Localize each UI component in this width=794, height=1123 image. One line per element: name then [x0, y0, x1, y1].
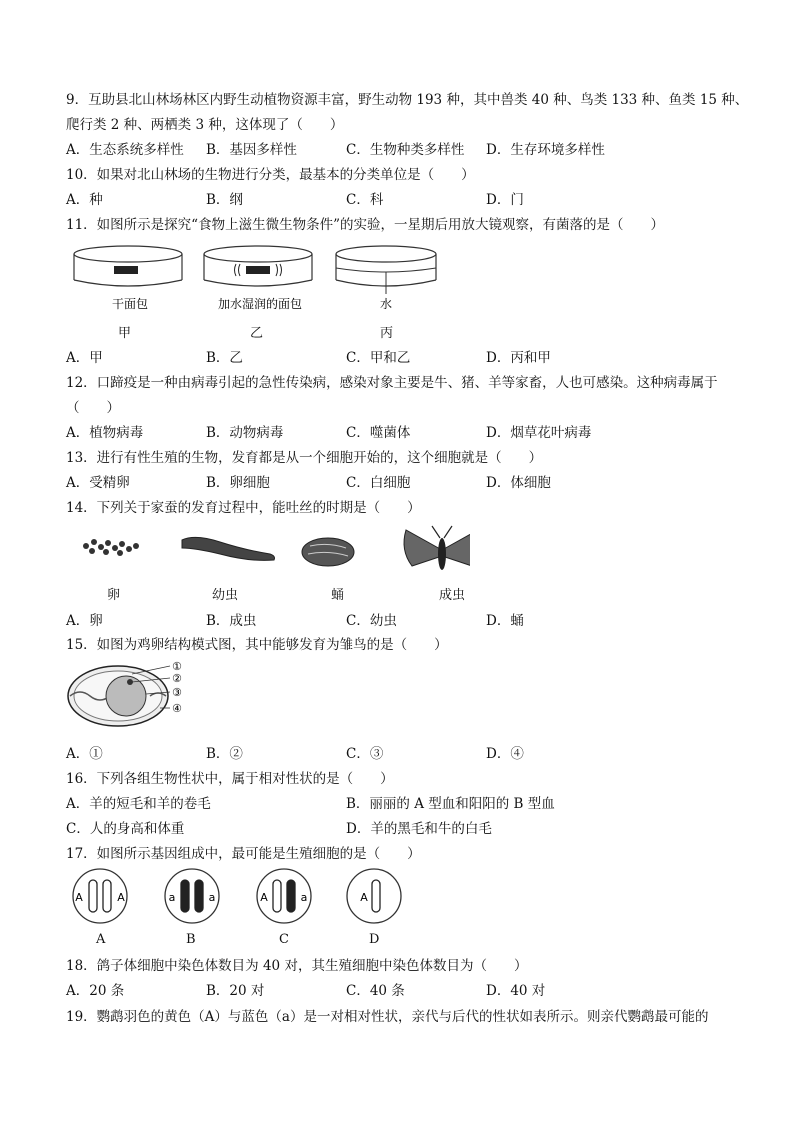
cell-d [347, 869, 401, 923]
bread-piece-icon [114, 266, 138, 274]
wet-bread-piece-icon [246, 266, 270, 274]
cell-a-gene-right: A [117, 891, 125, 904]
q11-caption-jia: 甲 [118, 326, 132, 341]
q16-option-d: D．羊的黑毛和牛的白毛 [346, 821, 492, 837]
q14-option-b: B．成虫 [206, 613, 257, 629]
q18-option-b: B．20 对 [206, 983, 265, 999]
egg-marker-3: ③ [172, 686, 182, 699]
q14-option-c: C．幼虫 [346, 613, 397, 629]
cell-a [73, 869, 127, 923]
q10-stem: 10．如果对北山林场的生物进行分类，最基本的分类单位是（ ） [66, 167, 475, 183]
q12-stem-line2: （ ） [66, 400, 120, 416]
q10-option-d: D．门 [486, 192, 524, 208]
q14-caption-egg: 卵 [107, 588, 121, 603]
q13-option-a: A．受精卵 [66, 475, 130, 491]
q18-stem: 18．鸽子体细胞中染色体数目为 40 对，其生殖细胞中染色体数目为（ ） [66, 958, 528, 974]
egg-marker-2: ② [172, 672, 182, 685]
q16-option-c: C．人的身高和体重 [66, 821, 185, 837]
q13-option-c: C．白细胞 [346, 475, 411, 491]
cell-d-gene-left: A [360, 891, 368, 904]
q11-option-d: D．丙和甲 [486, 350, 551, 366]
q19-stem: 19．鹦鹉羽色的黄色（A）与蓝色（a）是一对相对性状，亲代与后代的性状如表所示。则亲代鹦鹉最可能的 [66, 1009, 709, 1025]
cell-b [165, 869, 219, 923]
q11-option-c: C．甲和乙 [346, 350, 411, 366]
q13-option-d: D．体细胞 [486, 475, 551, 491]
egg-structure-figure [66, 660, 196, 730]
q9-option-d: D．生存环境多样性 [486, 142, 605, 158]
q12-option-d: D．烟草花叶病毒 [486, 425, 592, 441]
q13-stem: 13．进行有性生殖的生物，发育都是从一个细胞开始的，这个细胞就是（ ） [66, 450, 543, 466]
q9-stem-line1: 9．互助县北山林场林区内野生动植物资源丰富，野生动物 193 种，其中兽类 40 种、鸟类 133 种、鱼类 15 种、 [66, 92, 749, 108]
q18-option-a: A．20 条 [66, 983, 125, 999]
q14-stem: 14．下列关于家蚕的发育过程中，能吐丝的时期是（ ） [66, 500, 421, 516]
q14-caption-pupa: 蛹 [331, 588, 345, 603]
cell-a-gene-left: A [75, 891, 83, 904]
q12-stem-line1: 12．口蹄疫是一种由病毒引起的急性传染病，感染对象主要是牛、猪、羊等家畜，人也可感染。这种病毒属于 [66, 375, 718, 391]
q12-option-b: B．动物病毒 [206, 425, 284, 441]
q15-option-c: C．③ [346, 746, 384, 762]
q9-stem-line2: 爬行类 2 种、两栖类 3 种，这体现了（ ） [66, 117, 344, 133]
petri-dish-water [336, 246, 436, 311]
egg-marker-4: ④ [172, 702, 182, 715]
q16-option-a: A．羊的短毛和羊的卷毛 [66, 796, 211, 812]
q11-stem: 11．如图所示是探究“食物上滋生微生物条件”的实验，一星期后用放大镜观察，有菌落的是（ ） [66, 217, 664, 233]
q11-caption-bing: 丙 [380, 326, 394, 341]
cell-b-gene-left: a [168, 891, 176, 904]
egg-marker-1: ① [172, 660, 182, 673]
petri-dish-dry-bread [74, 246, 182, 311]
q11-caption-yi: 乙 [250, 326, 264, 341]
q10-option-a: A．种 [66, 192, 103, 208]
q17-caption-d: D [369, 932, 380, 947]
q17-stem: 17．如图所示基因组成中，最可能是生殖细胞的是（ ） [66, 846, 421, 862]
q15-stem: 15．如图为鸡卵结构模式图，其中能够发育为雏鸟的是（ ） [66, 637, 448, 653]
q14-caption-adult: 成虫 [439, 588, 466, 603]
dish-label-water: 水 [379, 297, 393, 311]
cell-c [257, 869, 311, 923]
silkworm-pupa-icon [302, 538, 354, 566]
cell-c-gene-right: a [300, 891, 308, 904]
silkworm-stages-figure [70, 522, 470, 582]
q15-option-b: B．② [206, 746, 243, 762]
silkworm-moth-icon [404, 526, 470, 570]
dish-label-wet-bread: 加水湿润的面包 [217, 297, 303, 311]
q17-caption-b: B [186, 932, 196, 947]
q16-stem: 16．下列各组生物性状中，属于相对性状的是（ ） [66, 771, 394, 787]
silkworm-larva-icon [182, 537, 275, 560]
petri-dish-figure [70, 242, 450, 320]
cell-c-gene-left: A [260, 891, 268, 904]
q9-option-c: C．生物种类多样性 [346, 142, 465, 158]
q10-option-b: B．纲 [206, 192, 243, 208]
q9-option-b: B．基因多样性 [206, 142, 297, 158]
q14-caption-larva: 幼虫 [212, 588, 239, 603]
q13-option-b: B．卵细胞 [206, 475, 270, 491]
q14-option-d: D．蛹 [486, 613, 524, 629]
dish-label-dry-bread: 干面包 [111, 297, 149, 311]
silkworm-eggs-icon [83, 539, 139, 556]
q15-option-d: D．④ [486, 746, 524, 762]
q9-option-a: A．生态系统多样性 [66, 142, 184, 158]
q10-option-c: C．科 [346, 192, 384, 208]
q16-option-b: B．丽丽的 A 型血和阳阳的 B 型血 [346, 796, 555, 812]
q17-caption-c: C [279, 932, 289, 947]
petri-dish-wet-bread [204, 246, 312, 311]
q15-option-a: A．① [66, 746, 103, 762]
q12-option-a: A．植物病毒 [66, 425, 144, 441]
q11-option-b: B．乙 [206, 350, 243, 366]
yolk-icon [106, 676, 146, 716]
q18-option-c: C．40 条 [346, 983, 405, 999]
gene-cells-figure [66, 866, 416, 928]
q12-option-c: C．噬菌体 [346, 425, 411, 441]
q11-option-a: A．甲 [66, 350, 103, 366]
q14-option-a: A．卵 [66, 613, 103, 629]
cell-b-gene-right: a [208, 891, 216, 904]
q18-option-d: D．40 对 [486, 983, 546, 999]
q17-caption-a: A [96, 932, 106, 947]
